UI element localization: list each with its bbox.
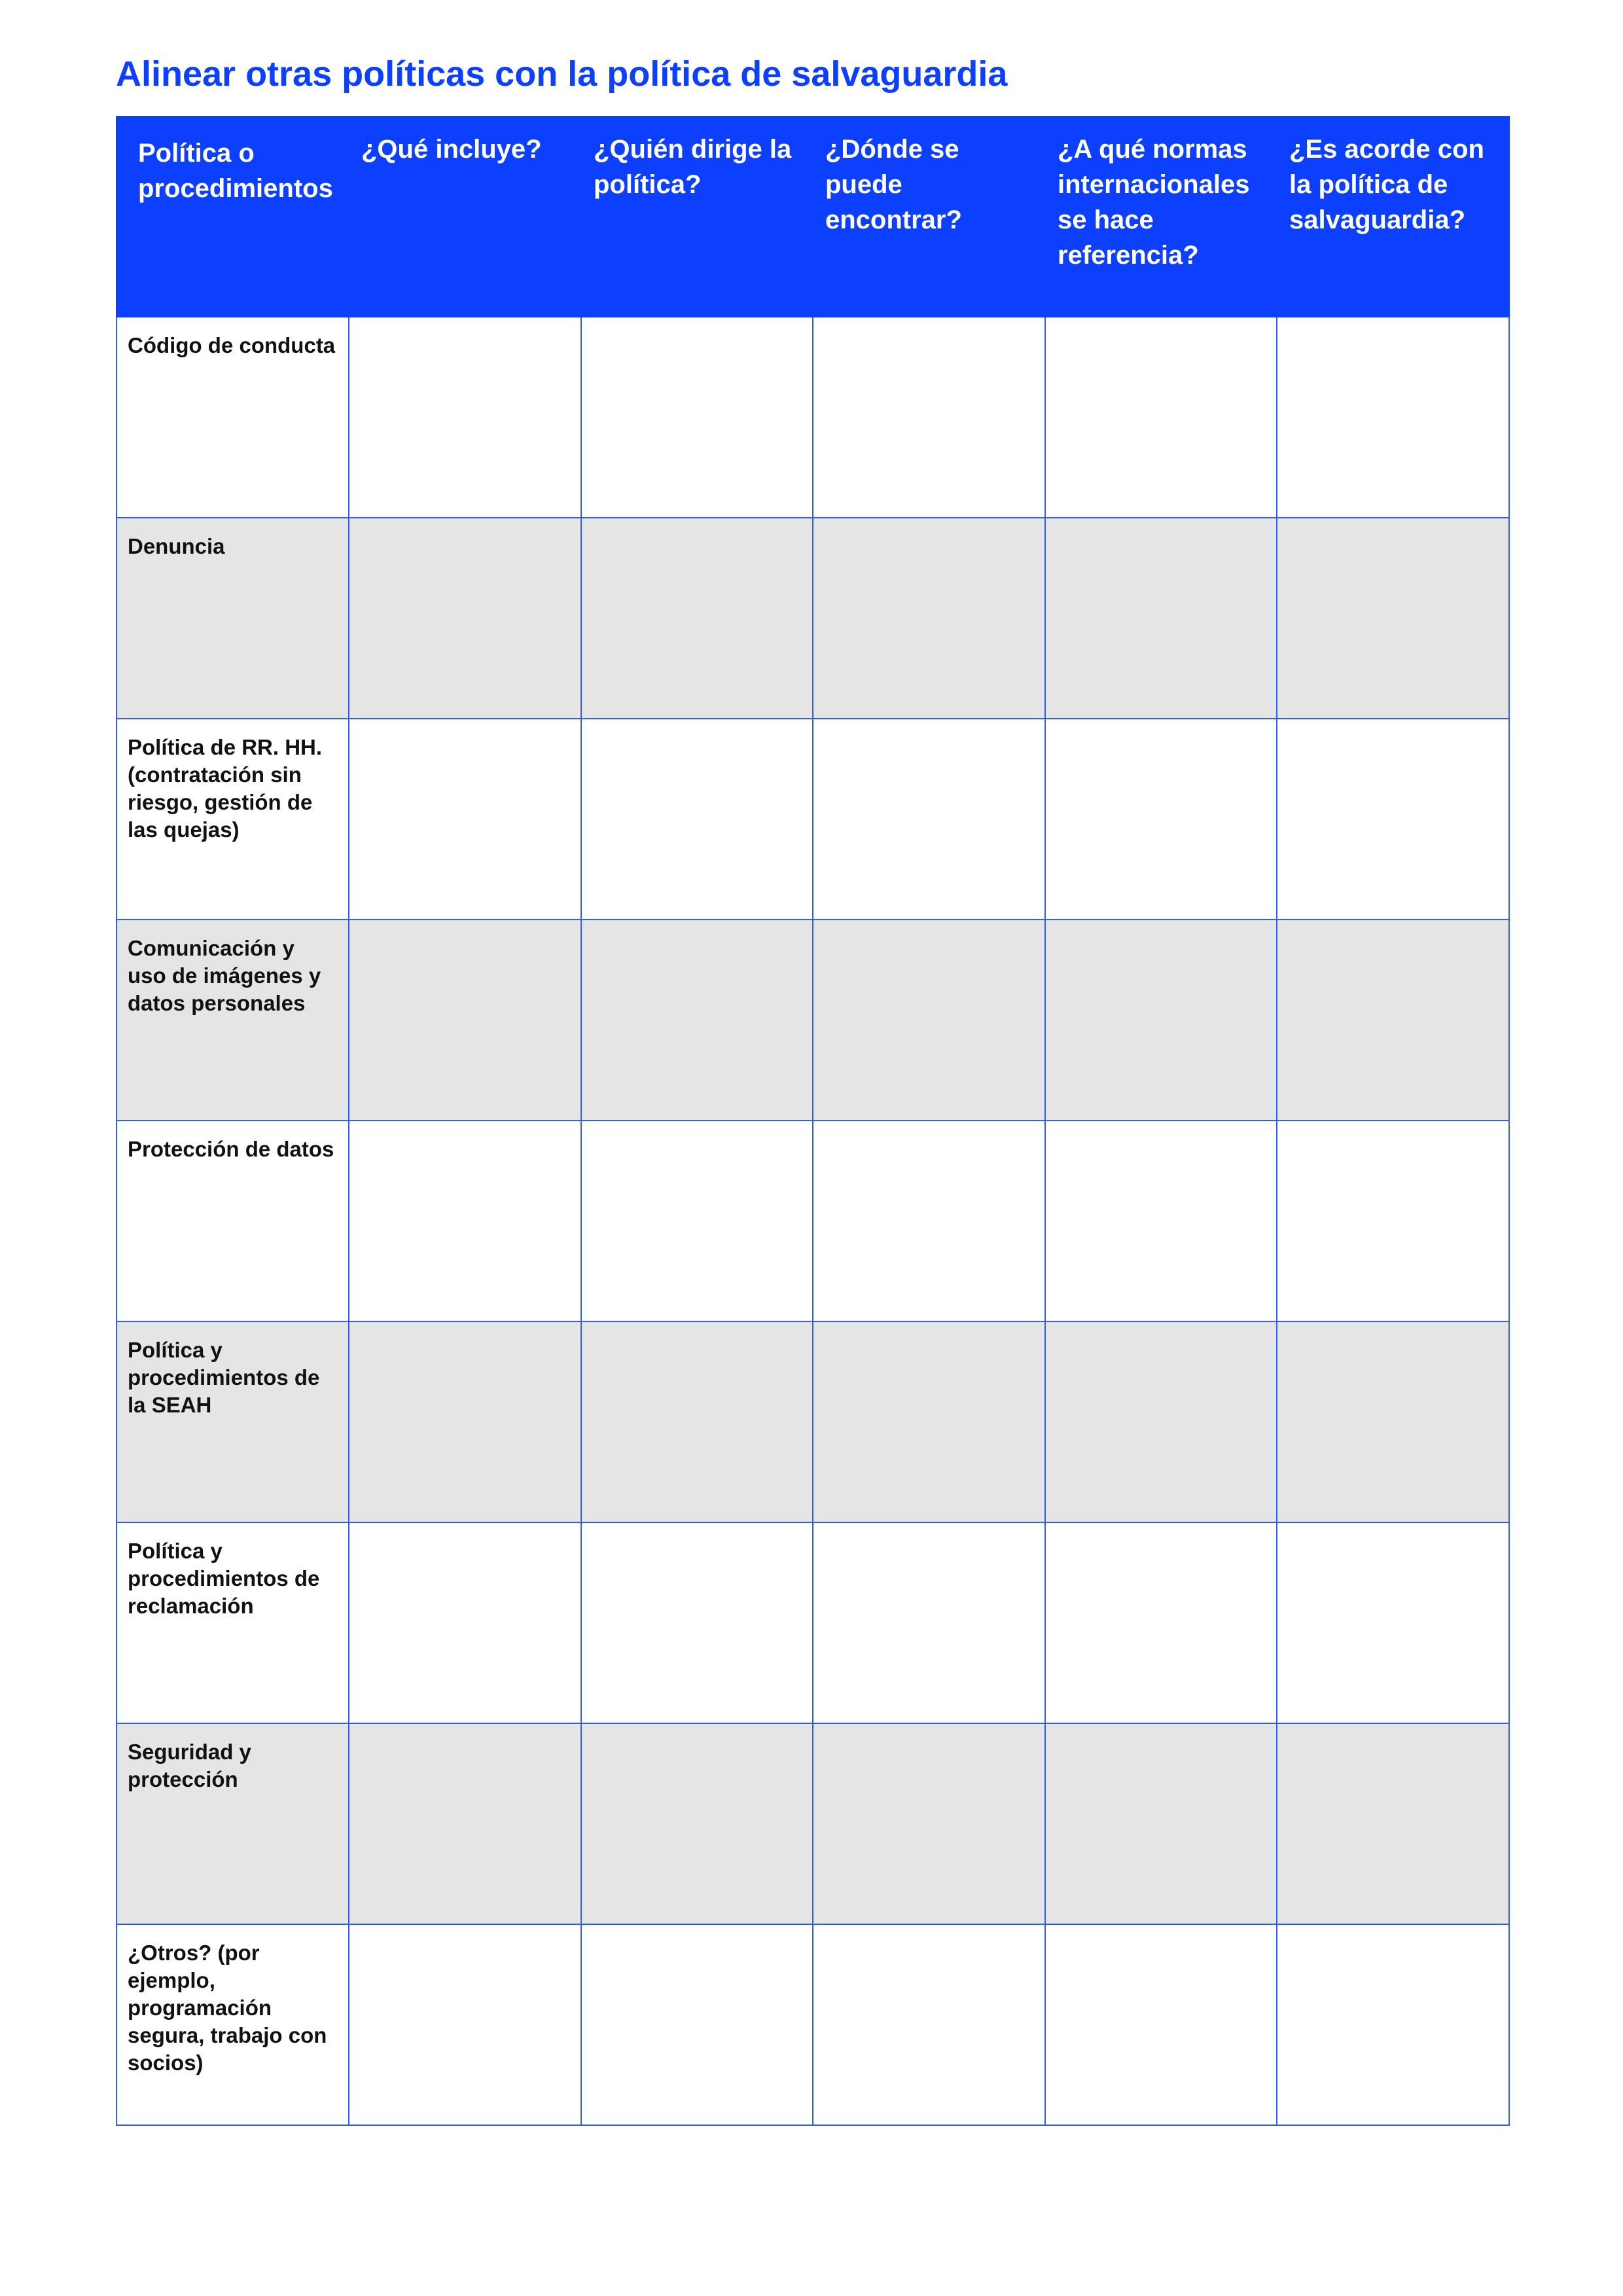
- empty-cell[interactable]: [1045, 1924, 1277, 2125]
- empty-cell[interactable]: [813, 719, 1045, 920]
- policy-alignment-table: [116, 116, 1510, 2126]
- column-header: ¿A qué normas internacionales se hace referencia?: [1045, 117, 1277, 317]
- row-label: Política y procedimientos de la SEAH: [116, 1321, 349, 1522]
- empty-cell[interactable]: [1277, 1723, 1509, 1924]
- empty-cell[interactable]: [1045, 317, 1277, 518]
- empty-cell[interactable]: [349, 719, 581, 920]
- row-label: Comunicación y uso de imágenes y datos personales: [116, 920, 349, 1121]
- empty-cell[interactable]: [349, 1924, 581, 2125]
- row-label: Denuncia: [116, 518, 349, 719]
- column-header: ¿Es acorde con la política de salvaguardia?: [1277, 117, 1509, 317]
- empty-cell[interactable]: [813, 317, 1045, 518]
- row-label: ¿Otros? (por ejemplo, programación segura, trabajo con socios): [116, 1924, 349, 2125]
- column-header: ¿Dónde se puede encontrar?: [813, 117, 1045, 317]
- empty-cell[interactable]: [1277, 317, 1509, 518]
- page-title: Alinear otras políticas con la política de salvaguardia: [116, 54, 1008, 94]
- empty-cell[interactable]: [813, 1321, 1045, 1522]
- empty-cell[interactable]: [813, 1522, 1045, 1723]
- column-header: ¿Qué incluye?: [349, 117, 581, 317]
- empty-cell[interactable]: [1277, 1522, 1509, 1723]
- row-label: Política de RR. HH. (contratación sin riesgo, gestión de las quejas): [116, 719, 349, 920]
- empty-cell[interactable]: [349, 518, 581, 719]
- empty-cell[interactable]: [1045, 1723, 1277, 1924]
- row-label: Código de conducta: [116, 317, 349, 518]
- column-header: Política o procedimientos: [116, 117, 349, 317]
- empty-cell[interactable]: [1277, 920, 1509, 1121]
- header-row: [116, 117, 1509, 317]
- row-label: Seguridad y protección: [116, 1723, 349, 1924]
- empty-cell[interactable]: [581, 1522, 813, 1723]
- empty-cell[interactable]: [1277, 1121, 1509, 1321]
- empty-cell[interactable]: [349, 317, 581, 518]
- empty-cell[interactable]: [1277, 1924, 1509, 2125]
- table-row: [116, 920, 1509, 1121]
- row-label: Política y procedimientos de reclamación: [116, 1522, 349, 1723]
- empty-cell[interactable]: [813, 518, 1045, 719]
- column-header: ¿Quién dirige la política?: [581, 117, 813, 317]
- empty-cell[interactable]: [813, 1924, 1045, 2125]
- empty-cell[interactable]: [581, 1321, 813, 1522]
- empty-cell[interactable]: [813, 1723, 1045, 1924]
- table-row: [116, 1924, 1509, 2125]
- empty-cell[interactable]: [1045, 1321, 1277, 1522]
- empty-cell[interactable]: [1045, 1522, 1277, 1723]
- empty-cell[interactable]: [581, 1924, 813, 2125]
- table-row: [116, 1723, 1509, 1924]
- empty-cell[interactable]: [349, 920, 581, 1121]
- table-row: [116, 1522, 1509, 1723]
- empty-cell[interactable]: [813, 1121, 1045, 1321]
- table-row: [116, 518, 1509, 719]
- empty-cell[interactable]: [1045, 1121, 1277, 1321]
- table-row: [116, 1321, 1509, 1522]
- empty-cell[interactable]: [813, 920, 1045, 1121]
- empty-cell[interactable]: [1277, 1321, 1509, 1522]
- empty-cell[interactable]: [1277, 518, 1509, 719]
- table-row: [116, 317, 1509, 518]
- empty-cell[interactable]: [581, 1723, 813, 1924]
- empty-cell[interactable]: [1045, 518, 1277, 719]
- empty-cell[interactable]: [349, 1522, 581, 1723]
- row-label: Protección de datos: [116, 1121, 349, 1321]
- empty-cell[interactable]: [1277, 719, 1509, 920]
- empty-cell[interactable]: [581, 1121, 813, 1321]
- empty-cell[interactable]: [1045, 719, 1277, 920]
- empty-cell[interactable]: [349, 1121, 581, 1321]
- empty-cell[interactable]: [349, 1321, 581, 1522]
- empty-cell[interactable]: [581, 719, 813, 920]
- table-row: [116, 719, 1509, 920]
- empty-cell[interactable]: [581, 920, 813, 1121]
- empty-cell[interactable]: [349, 1723, 581, 1924]
- empty-cell[interactable]: [1045, 920, 1277, 1121]
- empty-cell[interactable]: [581, 317, 813, 518]
- table-row: [116, 1121, 1509, 1321]
- empty-cell[interactable]: [581, 518, 813, 719]
